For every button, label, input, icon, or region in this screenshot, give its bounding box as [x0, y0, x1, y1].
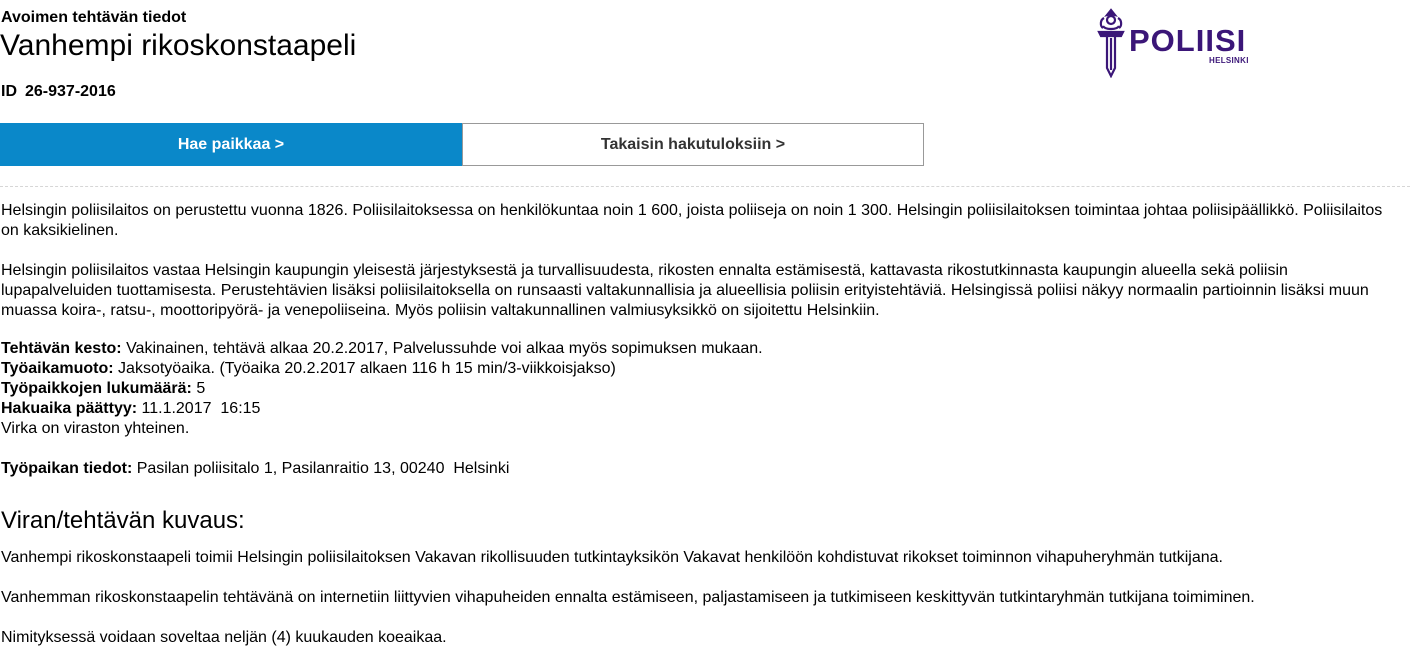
page-title: Vanhempi rikoskonstaapeli — [0, 29, 357, 62]
fact-count-value: 5 — [191, 380, 206, 397]
fact-duration — [1, 339, 1401, 359]
back-to-results-button[interactable]: Takaisin hakutuloksiin > — [462, 123, 924, 166]
job-id — [1, 82, 116, 102]
workplace-label: Työpaikan tiedot: — [1, 460, 133, 477]
description-paragraph-2: Vanhemman rikoskonstaapelin tehtävänä on internetiin liittyvien vihapuheiden ennalta estämiseen, paljastamiseen ja tutkimiseen keskittyvän tutkintaryhmän tutkijana toimiminen. — [1, 589, 1255, 606]
job-id-value: 26-937-2016 — [25, 83, 116, 100]
logo-wordmark: POLIISI — [1129, 23, 1247, 58]
description-paragraph-3: Nimityksessä voidaan soveltaa neljän (4) kuukauden koeaikaa. — [1, 629, 447, 646]
divider — [0, 186, 1410, 187]
fact-worktime-label: Työaikamuoto: — [1, 360, 114, 377]
fact-worktime — [1, 359, 1401, 379]
job-facts — [1, 339, 1401, 439]
workplace-info — [1, 459, 1401, 479]
police-badge-icon — [1093, 6, 1129, 78]
workplace-value: Pasilan poliisitalo 1, Pasilanraitio 13, 00240 Helsinki — [132, 460, 510, 477]
apply-button[interactable]: Hae paikkaa > — [0, 123, 462, 166]
action-buttons — [0, 123, 924, 166]
fact-count — [1, 379, 1401, 399]
fact-deadline-label: Hakuaika päättyy: — [1, 400, 138, 417]
intro-paragraph-1: Helsingin poliisilaitos on perustettu vuonna 1826. Poliisilaitoksessa on henkilökuntaa noin 1 600, joista poliiseja on noin 1 300. Helsingin poliisilaitoksen toimintaa johtaa poliisipäällikkö. Poliisilaitos on kaksikielinen. — [1, 202, 1383, 239]
page-subtitle: Avoimen tehtävän tiedot — [1, 9, 187, 26]
description-title: Viran/tehtävän kuvaus: — [1, 507, 245, 534]
fact-worktime-value: Jaksotyöaika. (Työaika 20.2.2017 alkaen 116 h 15 min/3-viikkoisjakso) — [113, 360, 616, 377]
fact-common-note: Virka on viraston yhteinen. — [1, 420, 190, 437]
fact-duration-value: Vakinainen, tehtävä alkaa 20.2.2017, Palvelussuhde voi alkaa myös sopimuksen mukaan. — [121, 340, 763, 357]
job-id-label: ID — [1, 83, 17, 100]
job-content — [1, 201, 1401, 665]
description-paragraph-1: Vanhempi rikoskonstaapeli toimii Helsingin poliisilaitoksen Vakavan rikollisuuden tutkintayksikön Vakavat henkilöön kohdistuvat rikokset toiminnon vihapuheryhmän tutkijana. — [1, 549, 1223, 566]
poliisi-logo — [1093, 6, 1263, 78]
job-description — [1, 548, 1401, 648]
fact-deadline — [1, 399, 1401, 419]
intro-paragraph-2: Helsingin poliisilaitos vastaa Helsingin kaupungin yleisestä järjestyksestä ja turvallisuudesta, rikosten ennalta estämisestä, kattavasta rikostutkinnasta kaupungin alueella sekä poliisin lupapalveluiden tuottamisesta. Perustehtävien lisäksi poliisilaitoksella on runsaasti valtakunnallisia ja alueellisia poliisin erityistehtäviä. Helsingissä poliisi näkyy normaalin partioinnin lisäksi muun muassa koira-, ratsu-, moottoripyörä- ja venepoliiseina. Myös poliisin valtakunnallinen valmiusyksikkö on sijoitettu Helsinkiin. — [1, 262, 1369, 319]
logo-city: HELSINKI — [1209, 56, 1249, 65]
fact-duration-label: Tehtävän kesto: — [1, 340, 122, 357]
fact-count-label: Työpaikkojen lukumäärä: — [1, 380, 192, 397]
fact-deadline-value: 11.1.2017 16:15 — [137, 400, 261, 417]
job-header — [0, 0, 1410, 110]
